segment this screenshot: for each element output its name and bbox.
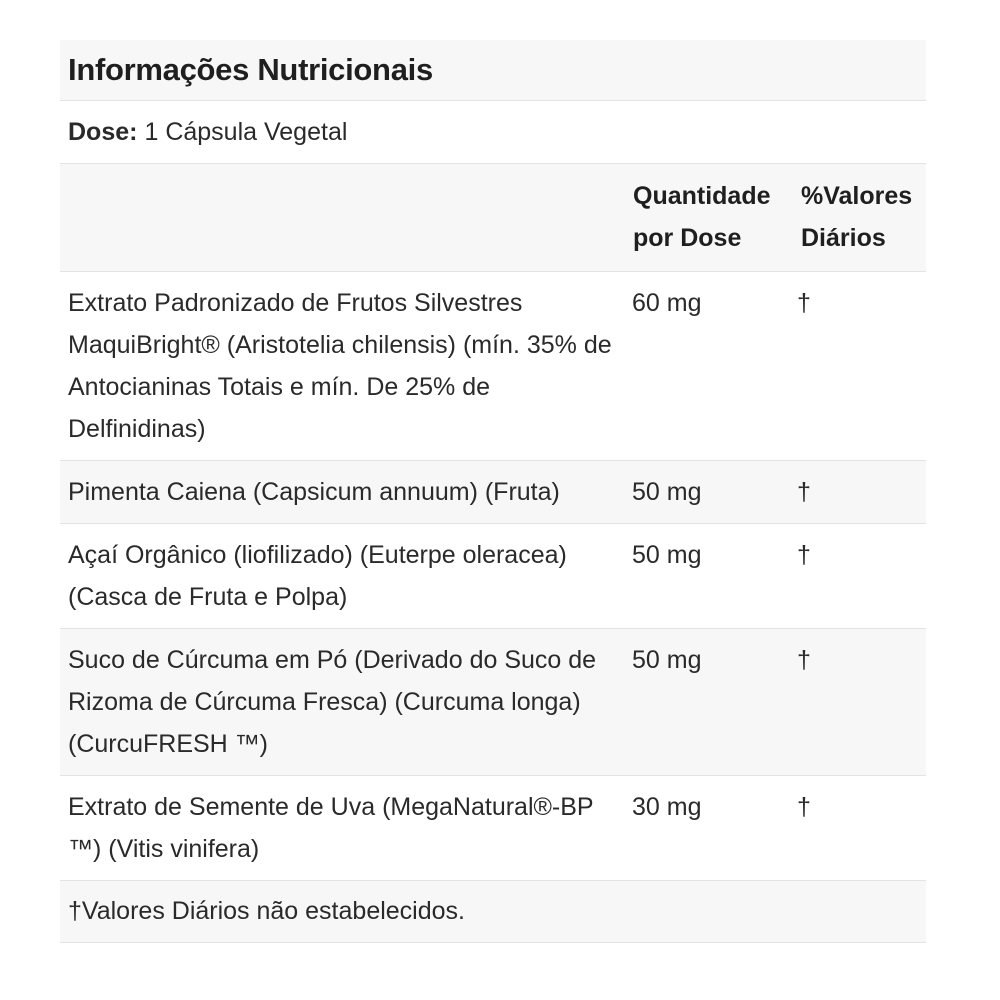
ingredient-amount: 50 mg [625, 629, 793, 776]
table-row [60, 524, 926, 629]
column-header-ingredient [60, 164, 625, 272]
table-row [60, 776, 926, 881]
table-header-row [60, 164, 926, 272]
table-row [60, 629, 926, 776]
ingredient-name: Extrato Padronizado de Frutos Silvestres MaquiBright® (Aristotelia chilensis) (mín. 35% de Antocianinas Totais e mín. De 25% de Delfinidinas) [60, 272, 625, 461]
ingredient-name: Extrato de Semente de Uva (MegaNatural®-BP ™) (Vitis vinifera) [60, 776, 625, 881]
ingredient-daily-value: † [793, 272, 926, 461]
footnote-text: †Valores Diários não estabelecidos. [68, 897, 465, 925]
dose-label: Dose: [68, 117, 138, 146]
dose-row [60, 101, 926, 164]
column-header-daily-value: %Valores Diários [793, 164, 926, 272]
ingredient-name: Suco de Cúrcuma em Pó (Derivado do Suco de Rizoma de Cúrcuma Fresca) (Curcuma longa) (CurcuFRESH ™) [60, 629, 625, 776]
column-header-amount: Quantidade por Dose [625, 164, 793, 272]
ingredient-name: Pimenta Caiena (Capsicum annuum) (Fruta) [60, 461, 625, 524]
ingredient-amount: 30 mg [625, 776, 793, 881]
nutrition-table [60, 164, 926, 881]
page-title: Informações Nutricionais [68, 52, 433, 87]
ingredient-amount: 50 mg [625, 524, 793, 629]
ingredient-daily-value: † [793, 461, 926, 524]
ingredient-daily-value: † [793, 776, 926, 881]
nutrition-facts-panel [60, 40, 926, 943]
title-row [60, 40, 926, 101]
table-row [60, 272, 926, 461]
ingredient-name: Açaí Orgânico (liofilizado) (Euterpe oleracea) (Casca de Fruta e Polpa) [60, 524, 625, 629]
ingredient-amount: 50 mg [625, 461, 793, 524]
ingredient-daily-value: † [793, 524, 926, 629]
footnote-row [60, 881, 926, 943]
ingredient-amount: 60 mg [625, 272, 793, 461]
dose-value: 1 Cápsula Vegetal [144, 117, 348, 146]
ingredient-daily-value: † [793, 629, 926, 776]
table-row [60, 461, 926, 524]
